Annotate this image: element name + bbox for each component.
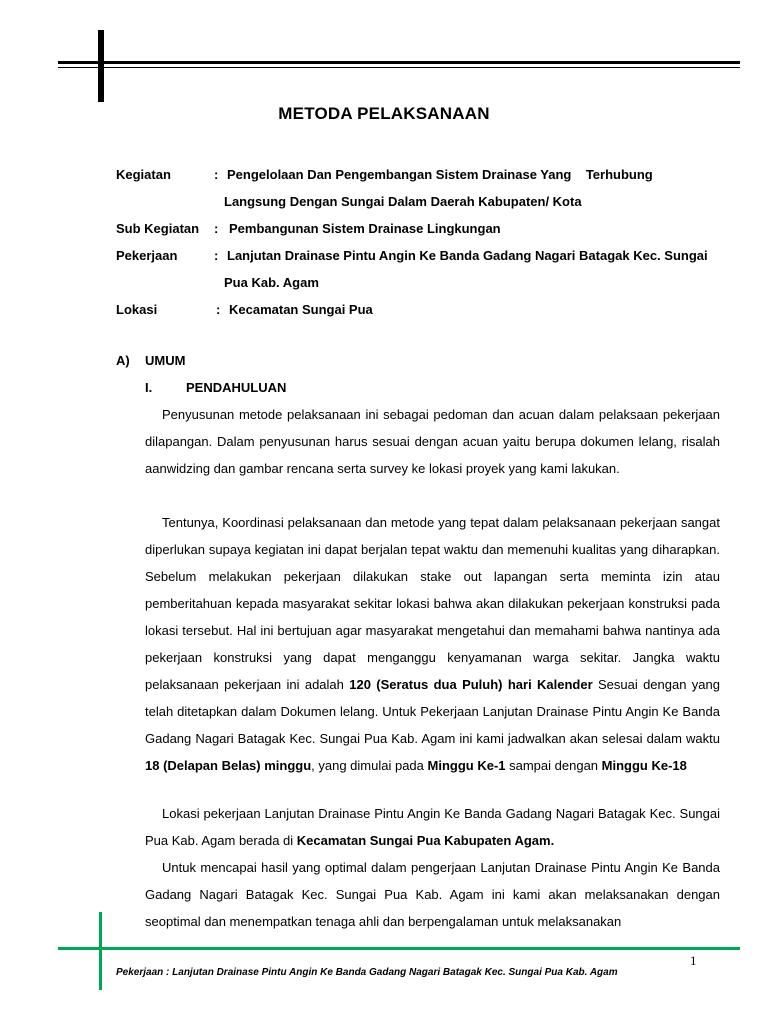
meta-value: Kecamatan Sungai Pua [229, 302, 373, 317]
paragraph-coordination [145, 509, 720, 779]
meta-value: Pengelolaan Dan Pengembangan Sistem Drainase Yang Terhubung [227, 167, 653, 182]
meta-label: Sub Kegiatan [116, 221, 200, 236]
meta-value-continuation: Pua Kab. Agam [224, 275, 319, 290]
paragraph-intro: Penyusunan metode pelaksanaan ini sebagai pedoman dan acuan dalam pelaksaan pekerjaan dilapangan. Dalam penyusunan harus sesuai dengan acuan yaitu berupa dokumen lelang, risalah aanwidzing dan gambar rencana serta survey ke lokasi proyek yang kami lakukan. [145, 407, 720, 476]
bold-location: Kecamatan Sungai Pua Kabupaten Agam. [296, 833, 555, 848]
footer-vertical-bar [99, 912, 102, 990]
bold-start-week: Minggu Ke-1 [427, 758, 506, 773]
meta-value-continuation: Langsung Dengan Sungai Dalam Daerah Kabupaten/ Kota [224, 194, 582, 209]
footer-text: Pekerjaan : Lanjutan Drainase Pintu Angin Ke Banda Gadang Nagari Batagak Kec. Sungai Pua Kab. Agam [116, 967, 618, 978]
meta-colon: : [214, 248, 219, 263]
header-rule-bottom [58, 67, 740, 68]
text-run: sampai dengan [505, 758, 602, 773]
text-run: Tentunya, Koordinasi pelaksanaan dan metode yang tepat dalam pelaksanaan pekerjaan sangat diperlukan supaya kegiatan ini dapat berjalan tepat waktu dan memenuhi kualitas yang diharapkan. Sebelum melakukan pekerjaan dilakukan stake out lapangan serta meminta izin atau pemberitahuan kepada masyarakat sekitar lokasi bahwa akan dilakukan pekerjaan konstruksi pada lokasi tersebut. Hal ini bertujuan agar masyarakat mengetahui dan memahami bahwa nantinya ada pekerjaan konstruksi yang dapat menganggu kenyamanan warga sekitar. Jangka waktu pelaksanaan pekerjaan ini adalah [145, 515, 720, 692]
meta-value: Lanjutan Drainase Pintu Angin Ke Banda Gadang Nagari Batagak Kec. Sungai [227, 248, 708, 263]
paragraph-location [145, 800, 720, 854]
page-number: 1 [690, 953, 697, 968]
subsection-number: I. [145, 380, 153, 395]
header-rule-top [58, 61, 740, 64]
text-run: Lokasi pekerjaan Lanjutan Drainase Pintu Angin Ke Banda Gadang Nagari Batagak Kec. Sungai Pua Kab. Agam berada di [145, 806, 720, 848]
bold-weeks: 18 (Delapan Belas) minggu [145, 758, 312, 773]
meta-label: Lokasi [116, 302, 158, 317]
subsection-title: PENDAHULUAN [186, 380, 287, 395]
meta-label: Kegiatan [116, 167, 171, 182]
meta-value: Pembangunan Sistem Drainase Lingkungan [229, 221, 501, 236]
footer-rule [58, 947, 740, 950]
text-run: , yang dimulai pada [311, 758, 428, 773]
meta-label: Pekerjaan [116, 248, 178, 263]
paragraph-optimal: Untuk mencapai hasil yang optimal dalam pengerjaan Lanjutan Drainase Pintu Angin Ke Banda Gadang Nagari Batagak Kec. Sungai Pua Kab. Agam ini kami akan melaksanakan dengan seoptimal dan menempatkan tenaga ahli dan berpengalaman untuk melaksanakan [145, 860, 720, 929]
text-run: Sesuai dengan yang telah ditetapkan dalam Dokumen lelang. Untuk Pekerjaan Lanjutan Drainase Pintu Angin Ke Banda Gadang Nagari Batagak Kec. Sungai Pua Kab. Agam ini kami jadwalkan akan selesai dalam waktu [145, 677, 720, 746]
section-a-title: UMUM [145, 353, 186, 368]
meta-colon: : [214, 221, 219, 236]
bold-end-week: Minggu Ke-18 [601, 758, 687, 773]
bold-duration: 120 (Seratus dua Puluh) hari Kalender [349, 677, 593, 692]
section-a-number: A) [116, 353, 130, 368]
header-vertical-bar [98, 30, 104, 102]
page-title: METODA PELAKSANAAN [278, 104, 490, 123]
meta-colon: : [214, 167, 219, 182]
meta-colon: : [216, 302, 221, 317]
